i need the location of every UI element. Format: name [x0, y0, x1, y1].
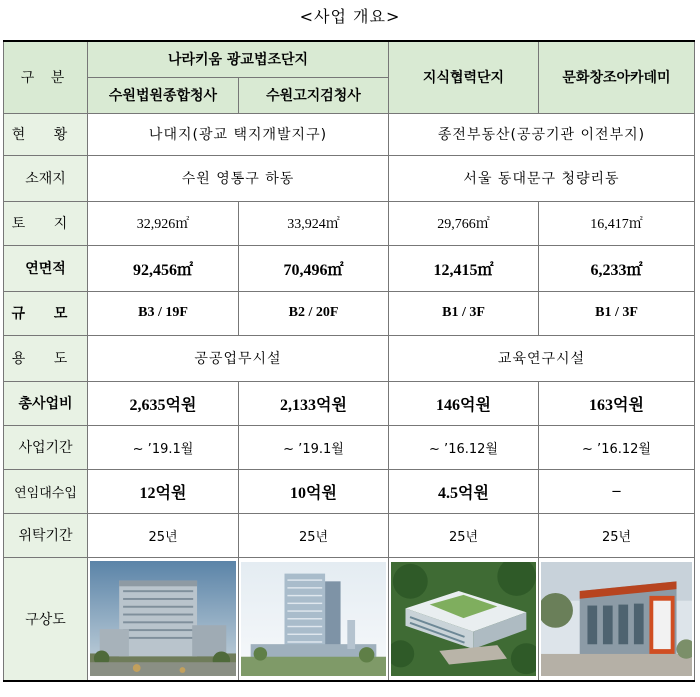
floor-area-value: 12,415㎡ [389, 245, 539, 291]
header-knowledge-complex: 지식협력단지 [389, 41, 539, 113]
trust-value: 25년 [239, 513, 389, 557]
income-value: 10억원 [239, 469, 389, 513]
scale-value: B1 / 3F [389, 291, 539, 335]
income-value: – [539, 469, 695, 513]
floor-area-value: 6,233㎡ [539, 245, 695, 291]
period-value: ~ ’19.1월 [88, 425, 239, 469]
row-label-use: 용 도 [4, 335, 88, 381]
court-complex-rendering [88, 557, 239, 681]
header-prosecution-office: 수원고지검청사 [239, 77, 389, 113]
prosecution-office-building-image [241, 562, 386, 676]
prosecution-office-rendering [239, 557, 389, 681]
row-label-land: 토 지 [4, 201, 88, 245]
land-value: 16,417㎡ [539, 201, 695, 245]
overview-table [3, 40, 695, 682]
floor-area-value: 70,496㎡ [239, 245, 389, 291]
header-court-complex: 수원법원종합청사 [88, 77, 239, 113]
location-gwanggyo: 수원 영통구 하동 [88, 155, 389, 201]
cost-value: 163억원 [539, 381, 695, 425]
scale-value: B1 / 3F [539, 291, 695, 335]
cost-value: 2,635억원 [88, 381, 239, 425]
scale-value: B2 / 20F [239, 291, 389, 335]
status-seoul: 종전부동산(공공기관 이전부지) [389, 113, 695, 155]
row-label-status: 현 황 [4, 113, 88, 155]
income-value: 4.5억원 [389, 469, 539, 513]
scale-value: B3 / 19F [88, 291, 239, 335]
row-label-period: 사업기간 [4, 425, 88, 469]
trust-value: 25년 [389, 513, 539, 557]
income-value: 12억원 [88, 469, 239, 513]
land-value: 29,766㎡ [389, 201, 539, 245]
row-label-location: 소재지 [4, 155, 88, 201]
use-gwanggyo: 공공업무시설 [88, 335, 389, 381]
row-label-income: 연임대수입 [4, 469, 88, 513]
period-value: ~ ’16.12월 [539, 425, 695, 469]
row-label-floor-area: 연면적 [4, 245, 88, 291]
land-value: 32,926㎡ [88, 201, 239, 245]
land-value: 33,924㎡ [239, 201, 389, 245]
location-seoul: 서울 동대문구 청량리동 [389, 155, 695, 201]
knowledge-complex-rendering [389, 557, 539, 681]
row-label-rendering: 구상도 [4, 557, 88, 681]
row-label-trust: 위탁기간 [4, 513, 88, 557]
row-label-cost: 총사업비 [4, 381, 88, 425]
cost-value: 146억원 [389, 381, 539, 425]
cost-value: 2,133억원 [239, 381, 389, 425]
culture-academy-rendering [539, 557, 695, 681]
knowledge-complex-building-image [391, 562, 536, 676]
culture-academy-building-image [541, 562, 692, 676]
status-gwanggyo: 나대지(광교 택지개발지구) [88, 113, 389, 155]
period-value: ~ ’16.12월 [389, 425, 539, 469]
header-category: 구 분 [4, 41, 88, 113]
use-seoul: 교육연구시설 [389, 335, 695, 381]
page-title: <사업 개요> [299, 7, 401, 26]
header-group-gwanggyo: 나라키움 광교법조단지 [88, 41, 389, 77]
trust-value: 25년 [539, 513, 695, 557]
floor-area-value: 92,456㎡ [88, 245, 239, 291]
header-culture-academy: 문화창조아카데미 [539, 41, 695, 113]
row-label-scale: 규 모 [4, 291, 88, 335]
trust-value: 25년 [88, 513, 239, 557]
period-value: ~ ’19.1월 [239, 425, 389, 469]
court-complex-building-image [90, 561, 236, 676]
